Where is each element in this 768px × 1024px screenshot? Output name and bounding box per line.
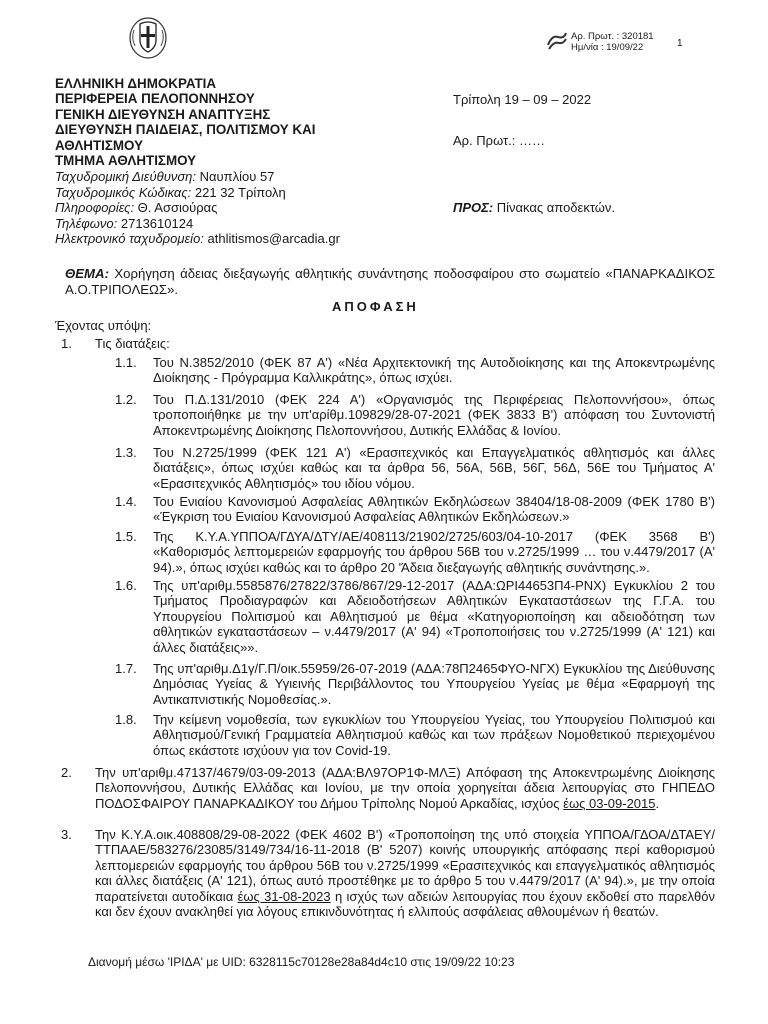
item-text: Της υπ'αριθμ.5585876/27822/3786/867/29-12-2017 (ΑΔΑ:ΩΡΙ44653Π4-ΡΝΧ) Εγκυκλίου 2 του Τμήματος Προδιαγραφών και Αδειοδοτήσεων Αθλητικών Εγκαταστάσεων της Γ.Γ.Α. του Υπουργείου Πολιτισμού και Αθλητισμού με θέμα «Κατηγοριοποίηση και αδειοδότηση των αθλητικών εγκαταστάσεων – ν.4479/2017 (Α' 94) «Τροποποιήσεις του ν.2725/1999 (Α' 121) και άλλες διατάξεις»». xyxy=(153,578,715,655)
header-line: ΠΕΡΙΦΕΡΕΙΑ ΠΕΛΟΠΟΝΝΗΣΟΥ xyxy=(55,91,255,107)
item-number: 1.1. xyxy=(115,355,137,370)
item-number: 1.6. xyxy=(115,578,137,593)
place-date: Τρίπολη 19 – 09 – 2022 xyxy=(453,92,592,107)
section-number: 2. xyxy=(61,765,72,780)
section2-text-a: Την υπ'αριθμ.47137/4679/03-09-2013 (ΑΔΑ:ΒΛ97ΟΡ1Φ-ΜΛΞ) Απόφαση της Αποκεντρωμένης Διοίκησης Πελοποννήσου, Δυτικής Ελλάδας και Ιονίου, με την οποία χορηγείται άδεια λειτουργίας στο ΓΗΠΕΔΟ ΠΟΔΟΣΦΑΙΡΟΥ ΠΑΝΑΡΚΑΔΙΚΟΥ του Δήμου Τρίπολης Νομού Αρκαδίας, ισχύος xyxy=(95,765,715,811)
item-text: Του Ν.2725/1999 (ΦΕΚ 121 Α') «Ερασιτεχνικός και Επαγγελματικός αθλητισμός και άλλες διατάξεις», όπως ισχύει καθώς και τα άρθρα 56, 56Α, 56Β, 56Γ, 56Δ, 56Ε του Τμήματος Α' «Ερασιτεχνικός Αθλητισμός» του ιδίου νόμου. xyxy=(153,445,715,491)
header-line: ΑΘΛΗΤΙΣΜΟΥ xyxy=(55,137,144,153)
section-text xyxy=(95,765,715,811)
section-text xyxy=(95,827,715,919)
email-value: athlitismos@arcadia.gr xyxy=(203,231,340,247)
postal-value: Ναυπλίου 57 xyxy=(196,169,275,184)
greek-coat-of-arms-emblem xyxy=(128,16,168,60)
item-number: 1.5. xyxy=(115,529,137,544)
protocol-label: Αρ. Πρωτ.: …… xyxy=(453,133,546,148)
item-text: Της υπ'αριθμ.Δ1γ/Γ.Π/οικ.55959/26-07-2019 (ΑΔΑ:78Π2465ΦΥΟ-ΝΓΧ) Εγκυκλίου της Διεύθυνσης Δημόσιας Υγείας & Υγιεινής Περιβάλλοντος του Υπουργείου Υγείας με θέμα «Εφαρμογή της Αντικαπνιστικής Νομοθεσίας.». xyxy=(153,661,715,707)
header-line: ΤΜΗΜΑ ΑΘΛΗΤΙΣΜΟΥ xyxy=(55,153,197,169)
header-line: ΔΙΕΥΘΥΝΣΗ ΠΑΙΔΕΙΑΣ, ΠΟΛΙΤΙΣΜΟΥ ΚΑΙ xyxy=(55,122,316,138)
section3-text-b: η ισχύς των αδειών λειτουργίας που έχουν εκδοθεί στο παρελθόν και δεν έχουν ανακληθεί για λόγους επικινδυνότητας ή ελλιπούς ασφάλειας αθλουμένων ή θεατών. xyxy=(95,888,715,920)
info-label: Πληροφορίες: xyxy=(55,200,135,216)
recipient-value: Πίνακας αποδεκτών. xyxy=(493,200,616,215)
header-line: ΓΕΝΙΚΗ ΔΙΕΥΘΥΝΣΗ ΑΝΑΠΤΥΞΗΣ xyxy=(55,106,271,122)
item-number: 1.2. xyxy=(115,392,137,407)
phone-label: Τηλέφωνο: xyxy=(55,215,118,231)
section-number: 1. xyxy=(61,336,72,351)
postal-label: Ταχυδρομική Διεύθυνση: xyxy=(55,169,197,184)
phone-value: 2713610124 xyxy=(117,215,194,231)
section-number: 3. xyxy=(61,827,72,842)
stamp-protocol-number: Αρ. Πρωτ. : 320181 xyxy=(571,31,654,42)
iris-distribution-footer: Διανομή μέσω 'ΙΡΙΔΑ' με UID: 6328115c70128e28a84d4c10 στις 19/09/22 10:23 xyxy=(88,955,515,969)
subject-label: ΘΕΜΑ: xyxy=(65,266,109,281)
email-label: Ηλεκτρονικό ταχυδρομείο: xyxy=(55,231,204,247)
contact-info xyxy=(55,169,340,247)
page-number: 1 xyxy=(677,38,683,49)
zip-value: 221 32 Τρίπολη xyxy=(191,184,286,200)
subject xyxy=(65,266,715,297)
authority-header xyxy=(55,76,315,168)
item-text: Του Π.Δ.131/2010 (ΦΕΚ 224 Α') «Οργανισμός της Περιφέρειας Πελοποννήσου», όπως τροποποιήθηκε με την υπ'αρίθμ.109829/28-07-2021 (ΦΕΚ 3833 Β') απόφαση του Συντονιστή Αποκεντρωμένης Διοίκησης Πελοποννήσου, Δυτικής Ελλάδας & Ιονίου. xyxy=(153,392,715,438)
header-line: ΕΛΛΗΝΙΚΗ ΔΗΜΟΚΡΑΤΙΑ xyxy=(55,76,217,91)
stamp-date: Ημ/νία : 19/09/22 xyxy=(571,42,644,53)
recipient xyxy=(453,200,615,215)
item-text: Της Κ.Υ.Α.ΥΠΠΟΑ/ΓΔΥΑ/ΔΤΥ/ΑΕ/408113/21902/2725/603/04-10-2017 (ΦΕΚ 3568 Β') «Καθορισμός λεπτομερειών εφαρμογής του άρθρου 56Β του ν.2725/1999 … του ν.4479/2017 (Α' 94).», όπως ισχύει καθώς και το άρθρο 20 'Άδεια διεξαγωγής αθλητικής συνάντησης.». xyxy=(153,529,715,575)
item-text: Την κείμενη νομοθεσία, των εγκυκλίων του Υπουργείου Υγείας, του Υπουργείου Πολιτισμού και Αθλητισμού/Γενική Γραμματεία Αθλητισμού καθώς και των πράξεων Νομοθετικού περιεχομένου όπως εκάστοτε ισχύουν για τον Covid-19. xyxy=(153,712,715,758)
section-title: Τις διατάξεις: xyxy=(95,336,170,351)
item-text: Του Ενιαίου Κανονισμού Ασφαλείας Αθλητικών Εκδηλώσεων 38404/18-08-2009 (ΦΕΚ 1780 Β') «Έγκριση του Ενιαίου Κανονισμού Ασφαλείας Αθλητικών Εκδηλώσεων.» xyxy=(153,494,715,525)
section3-text-a: Την Κ.Υ.Α.οικ.408808/29-08-2022 (ΦΕΚ 4602 Β') «Τροποποίηση της υπό στοιχεία ΥΠΠΟΑ/ΓΔΟΑ/ΔΤΑΕΥ/ΤΤΠΑΑΕ/583276/23085/3149/734/16-11-2018 (Β' 5207) κοινής υπουργικής απόφασης περί καθορισμού λεπτομερειών εφαρμογής του άρθρου 56Β του ν.2725/1999 «Ερασιτεχνικός και επαγγελματικός αθλητισμός και άλλες διατάξεις (Α' 121), όπως αυτό προστέθηκε με το άρθρο 5 του ν.4479/2017 (Α' 94).», με την οποία παρατείνεται αυτοδίκαια xyxy=(95,827,715,904)
item-text: Του Ν.3852/2010 (ΦΕΚ 87 Α') «Νέα Αρχιτεκτονική της Αυτοδιοίκησης και της Αποκεντρωμένης Διοίκησης - Πρόγραμμα Καλλικράτης», όπως ισχύει. xyxy=(153,355,715,386)
intro-text: Έχοντας υπόψη: xyxy=(55,318,152,333)
subject-text: Χορήγηση άδειας διεξαγωγής αθλητικής συνάντησης ποδοσφαίρου στο σωματείο «ΠΑΝΑΡΚΑΔΙΚΟΣ Α.Ο.ΤΡΙΠΟΛΕΩΣ». xyxy=(65,266,715,297)
iris-logo-icon xyxy=(546,31,568,51)
decision-title: ΑΠΟΦΑΣΗ xyxy=(332,299,419,314)
info-value: Θ. Ασσιούρας xyxy=(134,200,218,216)
recipient-label: ΠΡΟΣ: xyxy=(453,200,494,215)
section2-validity-date: έως 03-09-2015 xyxy=(563,795,656,811)
item-number: 1.3. xyxy=(115,445,137,460)
section2-text-b: . xyxy=(655,795,660,811)
zip-label: Ταχυδρομικός Κώδικας: xyxy=(55,184,192,200)
protocol-stamp xyxy=(571,31,683,53)
item-number: 1.8. xyxy=(115,712,137,727)
item-number: 1.7. xyxy=(115,661,137,676)
item-number: 1.4. xyxy=(115,494,137,509)
section3-validity-date: έως 31-08-2023 xyxy=(237,888,331,904)
